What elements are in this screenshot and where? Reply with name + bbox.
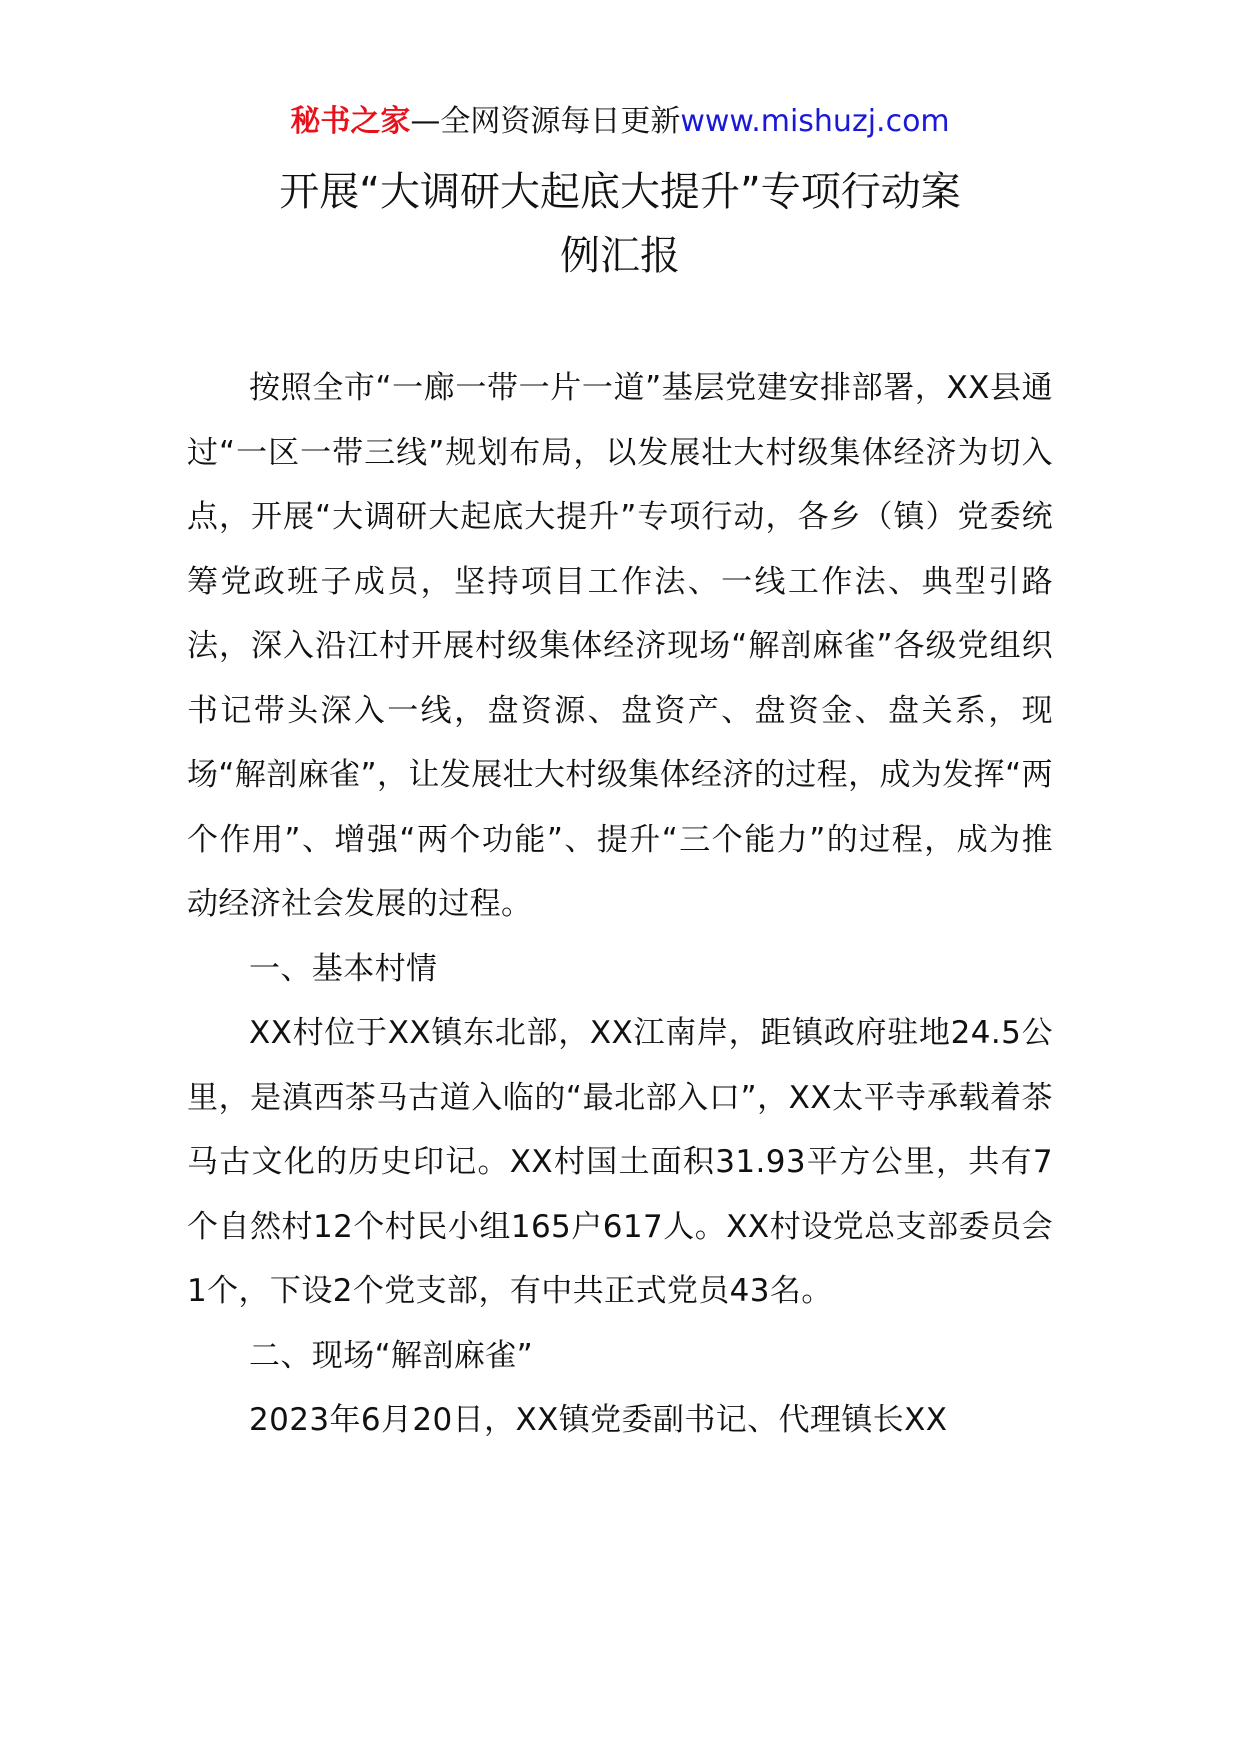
section-paragraph-field-analysis: 2023年6月20日，XX镇党委副书记、代理镇长XX [249,1402,948,1438]
title-line-2: 例汇报 [560,233,680,279]
section-heading-basic-info: 一、基本村情 [249,950,438,987]
site-banner [0,100,1240,144]
site-url-link[interactable]: www.mishuzj.com [680,104,950,139]
intro-paragraph: 按照全市“一廊一带一片一道”基层党建安排部署，XX县通过“一区一带三线”规划布局，以发展壮大村级集体经济为切入点，开展“大调研大起底大提升”专项行动，各乡（镇）党委统筹党政班子成员，坚持项目工作法、一线工作法、典型引路法，深入沿江村开展村级集体经济现场“解剖麻雀”各级党组织书记带头深入一线，盘资源、盘资产、盘资金、盘关系，现场“解剖麻雀”，让发展壮大村级集体经济的过程，成为发挥“两个作用”、增强“两个功能”、提升“三个能力”的过程，成为推动经济社会发展的过程。 [187,370,1053,922]
section-paragraph-basic-info: XX村位于XX镇东北部，XX江南岸，距镇政府驻地24.5公里，是滇西茶马古道入临的“最北部入口”，XX太平寺承载着茶马古文化的历史印记。XX村国土面积31.93平方公里，共有7个自然村12个村民小组165户617人。XX村设党总支部委员会1个，下设2个党支部，有中共正式党员43名。 [187,1015,1053,1309]
document-body [187,356,1053,1453]
title-line-1: 开展“大调研大起底大提升”专项行动案 [279,169,961,215]
section-heading-field-analysis: 二、现场“解剖麻雀” [249,1337,534,1374]
site-brand: 秘书之家 [290,104,411,139]
site-tagline: —全网资源每日更新 [410,104,681,139]
document-title [150,160,1090,288]
